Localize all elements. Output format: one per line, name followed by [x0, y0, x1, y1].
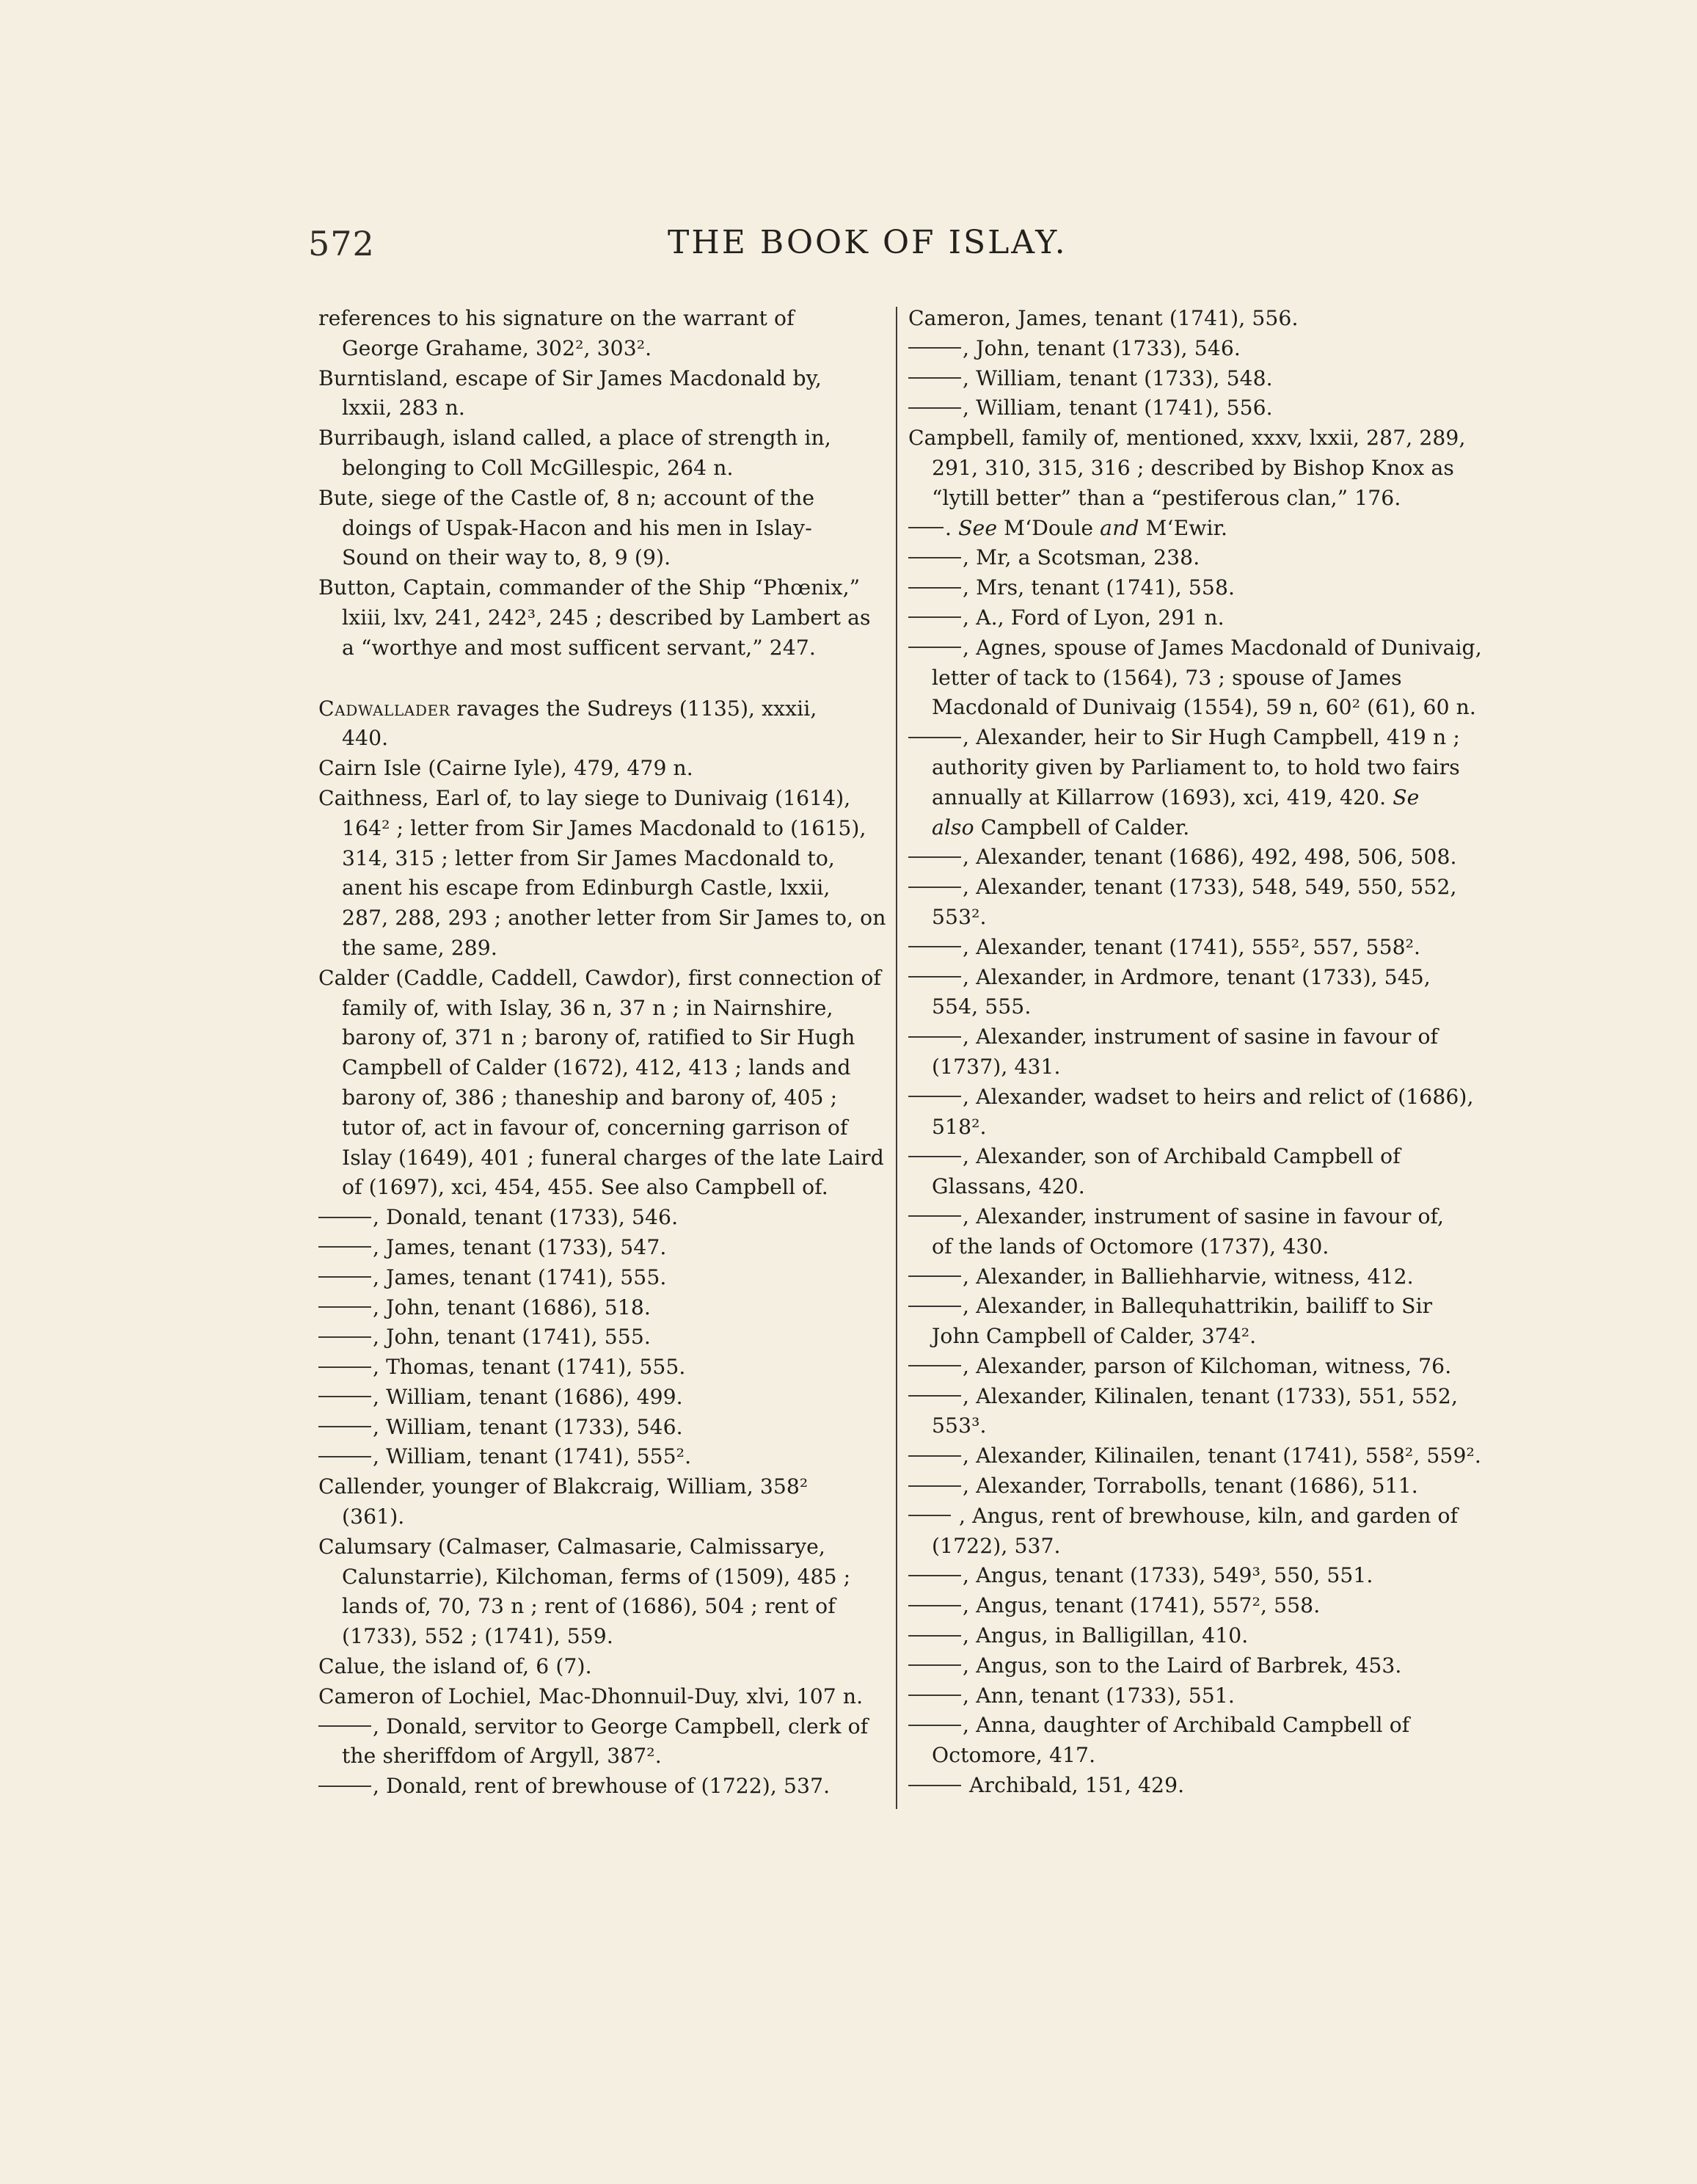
ditto-dash — [908, 1785, 961, 1786]
ditto-dash — [908, 1605, 961, 1606]
index-line: authority given by Parliament to, to hold two fairs — [932, 754, 1460, 779]
index-line: 314, 315 ; letter from Sir James Macdonald to, — [342, 845, 835, 870]
ditto-dash — [318, 1336, 371, 1338]
right-column-entry — [908, 364, 1473, 394]
ditto-dash — [318, 1246, 371, 1248]
index-line: (361). — [342, 1504, 405, 1529]
index-line: , John, tenant (1733), 546. — [908, 334, 1473, 364]
index-line: Islay (1649), 401 ; funeral charges of the late Laird — [342, 1145, 884, 1170]
index-line: “lytill better” than a “pestiferous clan,” 176. — [932, 485, 1401, 510]
ditto-dash — [908, 616, 961, 618]
index-line: (1737), 431. — [932, 1054, 1061, 1079]
index-line: lxiii, lxv, 241, 242³, 245 ; described by Lambert as — [342, 605, 871, 630]
right-column-entry — [908, 514, 1473, 544]
left-column-entry — [318, 694, 883, 754]
index-line: , William, tenant (1741), 556. — [908, 393, 1473, 423]
index-line: Calder (Caddle, Caddell, Cawdor), first connection of — [318, 965, 881, 990]
right-column-entry — [908, 723, 1473, 842]
ditto-dash — [908, 1635, 961, 1637]
italic-text: Se — [1393, 785, 1420, 809]
right-column-entry — [908, 1471, 1473, 1502]
index-line: , Angus, son to the Laird of Barbrek, 453. — [908, 1651, 1473, 1681]
ditto-dash — [908, 946, 961, 947]
ditto-dash — [908, 1515, 951, 1516]
index-line: the sheriffdom of Argyll, 387². — [342, 1744, 662, 1769]
index-line: references to his signature on the warrant of — [318, 306, 795, 330]
index-line: Cadwallader ravages the Sudreys (1135), xxxii, — [318, 696, 817, 721]
ditto-dash — [908, 527, 944, 528]
left-column-entry — [318, 1682, 883, 1712]
right-column-entry — [908, 1681, 1473, 1711]
index-line: , Alexander, in Ballequhattrikin, bailiff to Sir — [908, 1292, 1473, 1322]
index-line: , Alexander, wadset to heirs and relict of (1686), — [908, 1082, 1473, 1113]
right-column-entry — [908, 1651, 1473, 1681]
ditto-dash — [908, 407, 961, 409]
right-column-entry — [908, 1711, 1473, 1771]
index-line: , William, tenant (1686), 499. — [318, 1383, 883, 1413]
left-column-entry — [318, 1263, 883, 1293]
index-line: 440. — [342, 726, 389, 751]
ditto-dash — [908, 1485, 961, 1487]
index-line: , A., Ford of Lyon, 291 n. — [908, 603, 1473, 633]
ditto-dash — [908, 587, 961, 589]
right-column-entry — [908, 1441, 1481, 1471]
index-line: , Mrs, tenant (1741), 558. — [908, 573, 1473, 603]
right-column-entry — [908, 1082, 1473, 1143]
index-line: , Alexander, tenant (1741), 555², 557, 558². — [908, 933, 1473, 963]
right-column-entry — [908, 633, 1482, 723]
index-line: , James, tenant (1733), 547. — [318, 1233, 883, 1263]
right-column-entry — [908, 1382, 1473, 1442]
ditto-dash — [908, 1306, 961, 1307]
ditto-dash — [318, 1456, 371, 1457]
left-column-entry — [318, 573, 883, 663]
index-line: , Alexander, in Balliehharvie, witness, 412. — [908, 1262, 1473, 1292]
index-line: , Donald, servitor to George Campbell, clerk of — [318, 1712, 883, 1742]
index-line: , Angus, rent of brewhouse, kiln, and garden of — [908, 1502, 1473, 1532]
index-line: , Donald, tenant (1733), 546. — [318, 1203, 883, 1233]
index-line: Macdonald of Dunivaig (1554), 59 n, 60² (61), 60 n. — [932, 695, 1476, 720]
index-line: 518². — [932, 1114, 987, 1139]
index-line: , Donald, rent of brewhouse of (1722), 537. — [318, 1772, 883, 1802]
left-column-entry — [318, 1293, 883, 1323]
index-line: Burntisland, escape of Sir James Macdonald by, — [318, 365, 822, 390]
right-column-entry — [908, 1591, 1473, 1621]
page-number: 572 — [308, 224, 375, 263]
ditto-dash — [908, 1395, 961, 1397]
index-line: , Alexander, Torrabolls, tenant (1686), 511. — [908, 1471, 1473, 1502]
index-line: , Alexander, parson of Kilchoman, witness, 76. — [908, 1352, 1473, 1382]
right-column-entry — [908, 1142, 1473, 1202]
index-line: Cairn Isle (Cairne Iyle), 479, 479 n. — [318, 756, 693, 781]
index-line: , Alexander, heir to Sir Hugh Campbell, 419 n ; — [908, 723, 1473, 753]
left-column-entry — [318, 484, 883, 573]
italic-text: also — [932, 815, 974, 840]
ditto-dash — [318, 1396, 371, 1397]
italic-text: See — [958, 515, 998, 540]
ditto-dash — [908, 1725, 961, 1726]
ditto-dash — [908, 976, 961, 978]
ditto-dash — [908, 1695, 961, 1696]
ditto-dash — [318, 1725, 371, 1727]
index-line: , Alexander, Kilinailen, tenant (1741), 558², 559². — [908, 1441, 1473, 1471]
ditto-dash — [318, 1786, 371, 1787]
left-column-entry — [318, 784, 886, 964]
right-column-entry — [908, 963, 1473, 1023]
index-line: , Alexander, instrument of sasine in favour of, — [908, 1202, 1473, 1232]
ditto-dash — [908, 1664, 961, 1666]
right-column-entry — [908, 873, 1473, 933]
ditto-dash — [908, 887, 961, 888]
right-column-entry — [908, 842, 1473, 873]
index-line: a “worthye and most sufficent servant,” 247. — [342, 635, 816, 660]
index-line: Calunstarrie), Kilchoman, ferms of (1509), 485 ; — [342, 1564, 851, 1589]
ditto-dash — [908, 1275, 961, 1277]
left-column-entry — [318, 304, 883, 364]
right-column-entry — [908, 304, 1473, 334]
left-column-entry — [318, 1772, 883, 1802]
index-line: , John, tenant (1741), 555. — [318, 1322, 883, 1353]
index-line: , William, tenant (1741), 555². — [318, 1442, 883, 1472]
index-line: Glassans, 420. — [932, 1174, 1085, 1199]
right-index-column — [908, 304, 1482, 1801]
index-line: annually at Killarrow (1693), xci, 419, 420. Se — [932, 785, 1420, 809]
ditto-dash — [318, 1366, 371, 1368]
index-line: Bute, siege of the Castle of, 8 n; account of the — [318, 485, 815, 510]
index-line: , Anna, daughter of Archibald Campbell of — [908, 1711, 1473, 1741]
ditto-dash — [318, 1276, 371, 1278]
right-column-entry — [908, 1292, 1473, 1352]
left-column-entry — [318, 1233, 883, 1263]
page-header — [308, 224, 1423, 268]
left-column-entry — [318, 1383, 883, 1413]
ditto-dash — [908, 1156, 961, 1157]
left-column-entry — [318, 1353, 883, 1383]
left-column-entry — [318, 1472, 883, 1532]
index-line: , Angus, in Balligillan, 410. — [908, 1621, 1473, 1651]
ditto-dash — [908, 1365, 961, 1366]
index-line: (1733), 552 ; (1741), 559. — [342, 1624, 613, 1649]
index-line: Caithness, Earl of, to lay siege to Dunivaig (1614), — [318, 785, 851, 810]
left-column-entry — [318, 1322, 883, 1353]
index-line: doings of Uspak-Hacon and his men in Islay- — [342, 515, 812, 540]
left-column-entry — [318, 1652, 883, 1682]
index-line: Campbell, family of, mentioned, xxxv, lxxii, 287, 289, — [908, 426, 1466, 451]
ditto-dash — [908, 856, 961, 858]
right-column-entry — [908, 573, 1473, 603]
right-column-entry — [908, 933, 1473, 963]
index-line: , Angus, tenant (1733), 549³, 550, 551. — [908, 1561, 1473, 1591]
index-line: , Agnes, spouse of James Macdonald of Dunivaig, — [908, 633, 1473, 663]
ditto-dash — [908, 557, 961, 558]
right-column-entry — [908, 334, 1473, 364]
left-index-column — [318, 304, 886, 1802]
index-line: Octomore, 417. — [932, 1743, 1096, 1768]
left-column-entry — [318, 964, 883, 1203]
ditto-dash — [318, 1306, 371, 1308]
ditto-dash — [908, 1455, 961, 1457]
index-line: Sound on their way to, 8, 9 (9). — [342, 545, 671, 570]
index-line: , Thomas, tenant (1741), 555. — [318, 1353, 883, 1383]
index-line: barony of, 371 n ; barony of, ratified to Sir Hugh — [342, 1025, 855, 1050]
ditto-dash — [908, 1215, 961, 1217]
index-line: Burribaugh, island called, a place of strength in, — [318, 426, 831, 451]
right-column-entry — [908, 1502, 1473, 1562]
index-line: 553³. — [932, 1413, 987, 1438]
left-column-entry — [318, 1712, 883, 1772]
ditto-dash — [908, 1036, 961, 1038]
right-column-entry — [908, 543, 1473, 573]
right-column-entry — [908, 423, 1473, 513]
index-line: belonging to Coll McGillespic, 264 n. — [342, 455, 734, 480]
index-line: , James, tenant (1741), 555. — [318, 1263, 883, 1293]
left-column-entry — [318, 1413, 883, 1443]
index-line: lxxii, 283 n. — [342, 396, 465, 421]
column-divider — [896, 307, 897, 1809]
index-line: , William, tenant (1733), 548. — [908, 364, 1473, 394]
index-line: , Alexander, son of Archibald Campbell of — [908, 1142, 1473, 1172]
index-line: 291, 310, 315, 316 ; described by Bishop Knox as — [932, 455, 1454, 480]
index-line: 287, 288, 293 ; another letter from Sir James to, on — [342, 906, 886, 931]
index-line: , Alexander, in Ardmore, tenant (1733), 545, — [908, 963, 1473, 993]
index-line: of (1697), xci, 454, 455. See also Campbell of. — [342, 1175, 828, 1200]
index-line: (1722), 537. — [932, 1533, 1061, 1558]
index-line: 553². — [932, 904, 987, 929]
right-column-entry — [908, 1202, 1473, 1262]
right-column-entry — [908, 393, 1473, 423]
index-line: Archibald, 151, 429. — [908, 1771, 1473, 1801]
right-column-entry — [908, 603, 1473, 633]
right-column-entry — [908, 1022, 1473, 1082]
index-line: lands of, 70, 73 n ; rent of (1686), 504 ; rent of — [342, 1594, 836, 1619]
index-line: Cameron, James, tenant (1741), 556. — [908, 306, 1299, 330]
index-line: family of, with Islay, 36 n, 37 n ; in Nairnshire, — [342, 995, 833, 1020]
index-line: , Alexander, Kilinalen, tenant (1733), 551, 552, — [908, 1382, 1473, 1412]
index-line: 554, 555. — [932, 994, 1032, 1019]
left-column-entry — [318, 1532, 883, 1652]
index-line: , John, tenant (1686), 518. — [318, 1293, 883, 1323]
index-line: letter of tack to (1564), 73 ; spouse of James — [932, 665, 1402, 690]
index-line: of the lands of Octomore (1737), 430. — [932, 1234, 1329, 1259]
index-line: Callender, younger of Blakcraig, William, 358² — [318, 1474, 809, 1499]
index-line: , Alexander, tenant (1733), 548, 549, 550, 552, — [908, 873, 1473, 903]
index-line: , Alexander, instrument of sasine in favour of — [908, 1022, 1473, 1052]
ditto-dash — [908, 737, 961, 738]
left-column-entry — [318, 364, 883, 424]
ditto-dash — [908, 647, 961, 648]
index-line: John Campbell of Calder, 374². — [932, 1324, 1257, 1349]
index-line: tutor of, act in favour of, concerning garrison of — [342, 1115, 848, 1140]
index-line: barony of, 386 ; thaneship and barony of, 405 ; — [342, 1085, 838, 1110]
index-line: , Alexander, tenant (1686), 492, 498, 506, 508. — [908, 842, 1473, 873]
index-line: , Ann, tenant (1733), 551. — [908, 1681, 1473, 1711]
ditto-dash — [908, 347, 961, 349]
ditto-dash — [318, 1217, 371, 1218]
left-column-entry — [318, 423, 883, 484]
index-line: Calue, the island of, 6 (7). — [318, 1654, 592, 1679]
right-column-entry — [908, 1262, 1473, 1292]
ditto-dash — [908, 1575, 961, 1576]
index-line: anent his escape from Edinburgh Castle, lxxii, — [342, 876, 831, 900]
index-line: Button, Captain, commander of the Ship “Phœnix,” — [318, 575, 861, 600]
ditto-dash — [318, 1426, 371, 1427]
right-column-entry — [908, 1621, 1473, 1651]
index-line: , Angus, tenant (1741), 557², 558. — [908, 1591, 1473, 1621]
ditto-dash — [908, 1096, 961, 1097]
index-line: Campbell of Calder (1672), 412, 413 ; lands and — [342, 1055, 851, 1080]
index-line: Calumsary (Calmaser, Calmasarie, Calmissarye, — [318, 1534, 825, 1559]
right-column-entry — [908, 1352, 1473, 1382]
index-line: , William, tenant (1733), 546. — [318, 1413, 883, 1443]
left-column-entry — [318, 1442, 883, 1472]
ditto-dash — [908, 377, 961, 379]
index-line: 164² ; letter from Sir James Macdonald to (1615), — [342, 815, 866, 840]
index-line: . See M‘Doule and M‘Ewir. — [908, 514, 1473, 544]
italic-text: and — [1100, 515, 1139, 540]
running-title: THE BOOK OF ISLAY. — [668, 224, 1068, 261]
index-line: Cameron of Lochiel, Mac-Dhonnuil-Duy, xlvi, 107 n. — [318, 1684, 864, 1708]
left-column-entry — [318, 1203, 883, 1233]
smallcaps-heading: Cadwallader — [318, 696, 450, 721]
right-column-entry — [908, 1771, 1473, 1801]
index-line: also Campbell of Calder. — [932, 815, 1190, 840]
index-line: the same, 289. — [342, 935, 497, 960]
right-column-entry — [908, 1561, 1473, 1591]
left-column-entry — [318, 754, 883, 784]
index-line: , Mr, a Scotsman, 238. — [908, 543, 1473, 573]
index-line: George Grahame, 302², 303². — [342, 335, 652, 360]
